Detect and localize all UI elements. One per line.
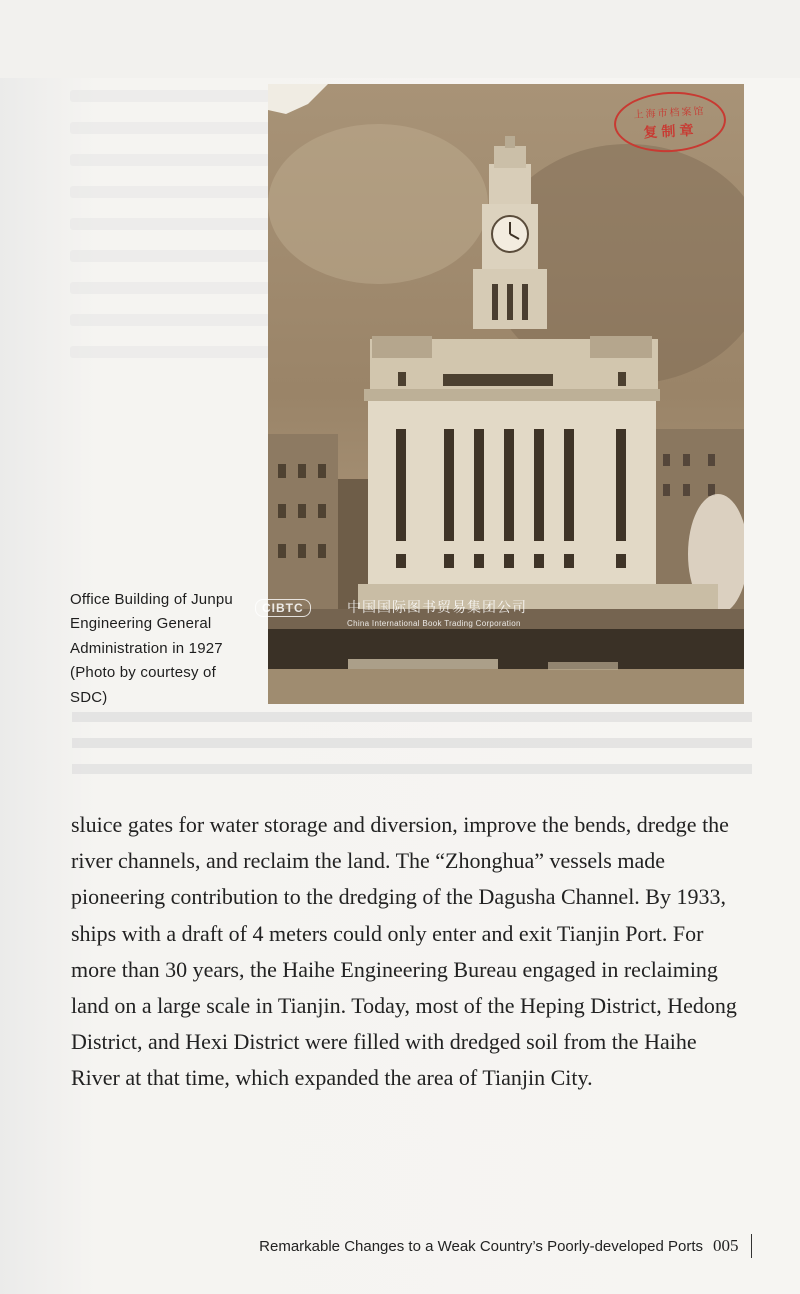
- show-through-text: [70, 90, 270, 378]
- publisher-watermark: [255, 597, 555, 633]
- watermark-english: China International Book Trading Corporation: [347, 619, 521, 628]
- page-number: 005: [713, 1236, 739, 1255]
- caption-line: SDC): [70, 688, 108, 706]
- page-footer: [259, 1234, 752, 1258]
- stamp-line-2: 复制章: [643, 122, 698, 142]
- caption-line: Engineering General: [70, 615, 212, 633]
- caption-line: Administration in 1927: [70, 639, 223, 657]
- show-through-lines: [72, 706, 752, 774]
- watermark-chinese: 中国国际图书贸易集团公司: [347, 600, 527, 616]
- stamp-line-1: 上海市档案馆: [633, 106, 706, 121]
- caption-line: Office Building of Junpu: [70, 591, 233, 608]
- footer-divider: [751, 1234, 753, 1258]
- body-paragraph: sluice gates for water storage and diversion, improve the bends, dredge the river channels, and reclaim the land. The “Zhonghua” vessels made pioneering contribution to the dredging of the Dagusha Channel. By 1933, ships with a draft of 4 meters could only enter and exit Tianjin Port. For more than 30 years, the Haihe Engineering Bureau engaged in reclaiming land on a large scale in Tianjin. Today, most of the Heping District, Hedong District, and Hexi District were filled with dredged soil from the Haihe River at that time, which expanded the area of Tianjin City.: [71, 812, 737, 1091]
- watermark-logo: CIBTC: [255, 599, 311, 617]
- running-title: Remarkable Changes to a Weak Country’s Poorly-developed Ports: [259, 1237, 703, 1255]
- photo-caption: [70, 588, 255, 710]
- caption-line: (Photo by courtesy of: [70, 664, 216, 682]
